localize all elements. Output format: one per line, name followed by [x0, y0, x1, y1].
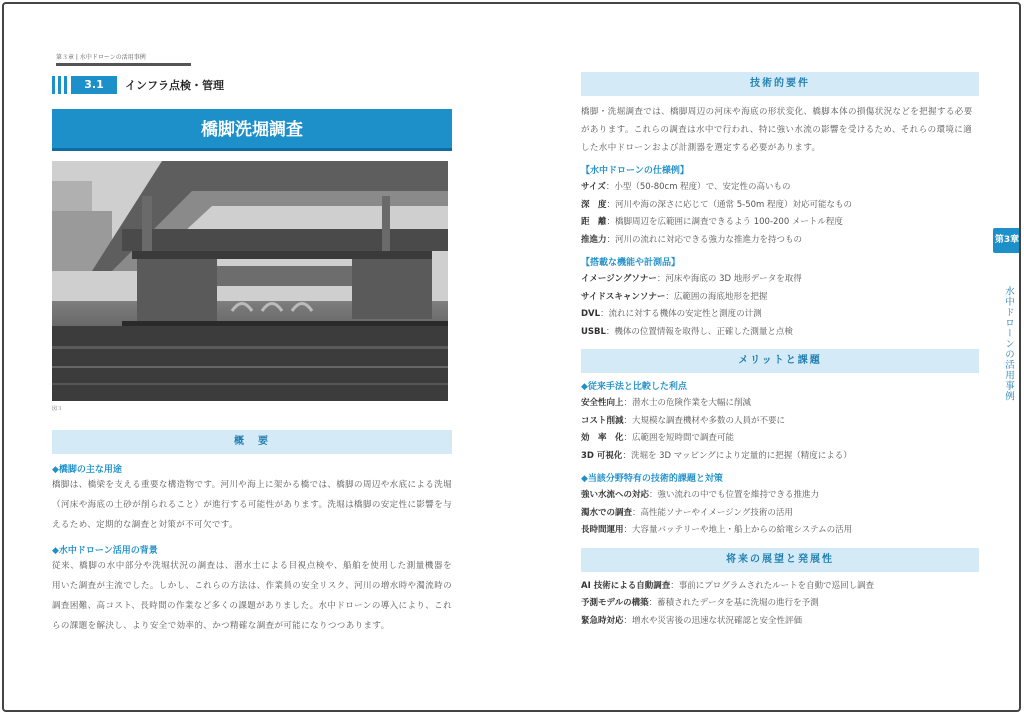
list-item: 緊急時対応：増水や災害後の迅速な状況確認と安全性評価 [581, 615, 803, 626]
list-item: 予測モデルの構築：蓄積されたデータを基に洗堀の進行を予測 [581, 598, 819, 608]
section-number: 3.1 [71, 76, 117, 94]
drone-spec-heading: 【水中ドローンの仕様例】 [581, 166, 689, 176]
list-item: 3D 可視化：洗堀を 3D マッピングにより定量的に把握（精度による） [581, 450, 852, 461]
technical-requirements-heading: 技術的要件 [581, 72, 979, 96]
book-spread [2, 2, 1021, 712]
list-item: 距 離：橋脚周辺を広範囲に調査できるよう 100-200 メートル程度 [581, 217, 843, 227]
sub-heading-pier-uses: ◆橋脚の主な用途 [52, 465, 122, 475]
chapter-side-title: 水中ドローンの活用事例 [1003, 286, 1014, 402]
bridge-pier-illustration [52, 161, 448, 401]
future-outlook-heading: 将来の展望と発展性 [581, 548, 979, 572]
equipment-heading: 【搭載な機能や計測品】 [581, 258, 681, 268]
list-item: 長時間運用：大容量バッテリーや地上・船上からの給電システムの活用 [581, 525, 853, 535]
technical-intro-paragraph: 橋脚・洗堀調査では、橋脚周辺の河床や海底の形状変化、橋脚本体の損傷状況などを把握する必要があります。これらの調査は水中で行われ、特に強い水流の影響を受けるため、それらの環境に適した水中ドローンおよび計測器を選定する必要があります。 [581, 107, 973, 153]
list-item: イメージングソナー：河床や海底の 3D 地形データを取得 [581, 274, 802, 284]
photo-caption: 図３ [52, 406, 63, 412]
list-item: 安全性向上：潜水士の危険作業を大幅に削減 [581, 398, 752, 408]
list-item: 濁水での調査：高性能ソナーやイメージング技術の活用 [581, 507, 793, 518]
sub-heading-drone-background: ◆水中ドローン活用の背景 [52, 546, 158, 556]
list-item: 効 率 化：広範囲を短時間で調査可能 [581, 433, 735, 443]
list-item: 強い水流への対応：強い流れの中でも位置を維持できる推進力 [581, 490, 820, 500]
list-item: DVL：流れに対する機体の安定性と測度の计测 [581, 309, 762, 319]
paragraph-pier-uses: 橋脚は、橋梁を支える重要な構造物です。河川や海上に架かる橋では、橋脚の周辺や水底による洗堀（河床や海底の土砂が削られること）が進行する可能性があります。洗堀は橋脚の安定性に影響を与えるため、定期的な調査と対策が不可欠です。 [52, 480, 452, 530]
list-item: AI 技術による自動調査：事前にプログラムされたルートを自動で巡回し調査 [581, 580, 875, 591]
merits-issues-heading: メリットと課題 [581, 349, 979, 373]
section-title: インフラ点検・管理 [125, 79, 224, 92]
right-page [581, 72, 979, 630]
list-item: 推進力：河川の流れに対応できる強力な推進力を持つもの [581, 234, 803, 245]
issue-heading: ◆当該分野特有の技術的課題と対策 [581, 474, 723, 484]
running-head: 第３章 | 水中ドローンの活用事例 [56, 52, 191, 66]
bridge-pier-photo [52, 161, 448, 401]
section-header [52, 76, 452, 94]
list-item: コスト削減：大規模な調査機材や多数の人員が不要に [581, 415, 786, 426]
overview-heading: 概 要 [52, 430, 452, 454]
list-item: 深 度：河川や海の深さに応じて（通常 5-50m 程度）対応可能なもの [581, 199, 852, 210]
chapter-tab: 第3章 [993, 228, 1021, 253]
list-item: USBL：機体の位置情報を取得し、正確した測量と点検 [581, 326, 793, 337]
merit-heading: ◆従来手法と比較した利点 [581, 382, 687, 392]
page-title: 橋脚洗堀調査 [52, 109, 452, 151]
list-item: サイドスキャンソナー：広範囲の海底地形を把握 [581, 291, 768, 302]
paragraph-drone-background: 従来、橋脚の水中部分や洗堀状況の調査は、潜水士による目視点検や、船舶を使用した測量機器を用いた調査が主流でした。しかし、これらの方法は、作業員の安全リスク、河川の増水時や濁流時の調査困難、高コスト、長時間の作業など多くの課題がありました。水中ドローンの導入により、これらの課題を解決し、より安全で効率的、かつ精確な調査が可能になりつつあります。 [52, 561, 452, 631]
left-page [52, 44, 452, 636]
list-item: サイズ：小型（50-80cm 程度）で、安定性の高いもの [581, 182, 791, 192]
section-bars-decoration [52, 76, 67, 94]
